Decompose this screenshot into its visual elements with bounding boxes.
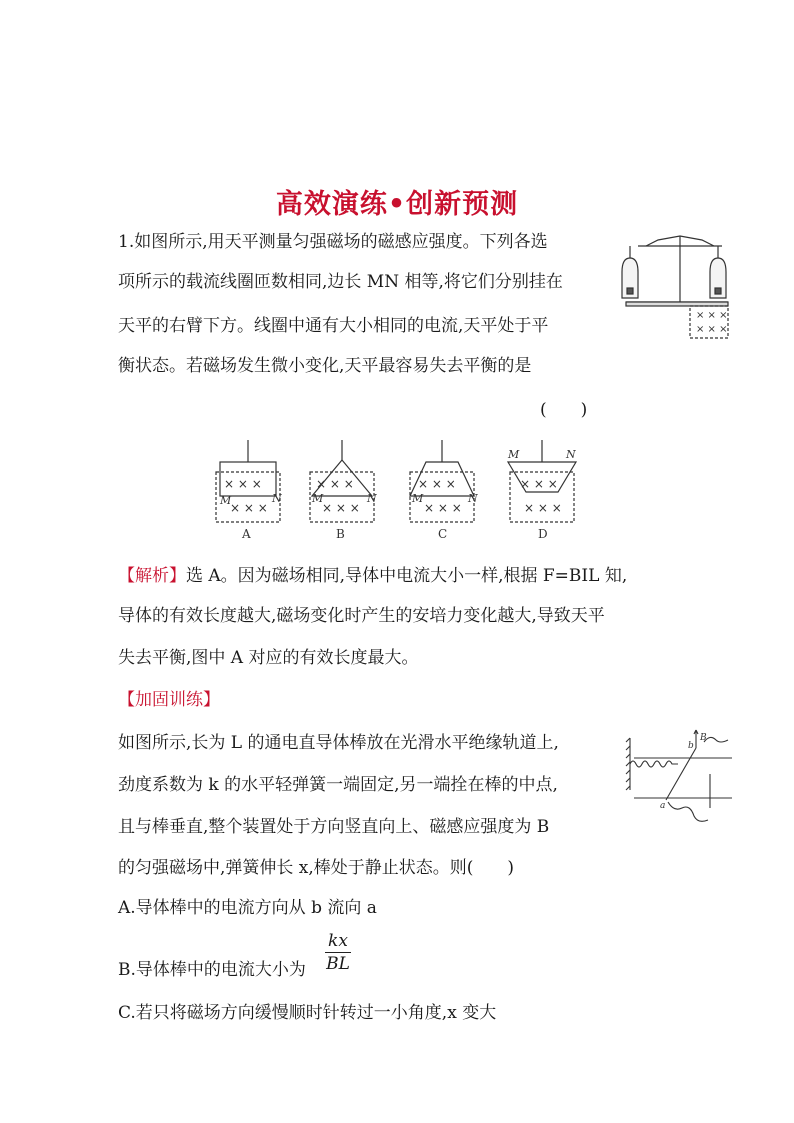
- svg-text:× × ×: × × ×: [322, 501, 360, 515]
- question-1-line-1: 1.如图所示,用天平测量匀强磁场的磁感应强度。下列各选: [118, 232, 548, 252]
- fraction-denominator: BL: [326, 954, 350, 974]
- option-label-B: B: [336, 527, 345, 541]
- label-D-M: M: [508, 448, 520, 461]
- field-label-B: B: [700, 733, 707, 743]
- choice-c: C.若只将磁场方向缓慢顺时针转过一小角度,x 变大: [118, 1003, 497, 1023]
- question-1-line-3: 天平的右臂下方。线圈中通有大小相同的电流,天平处于平: [118, 316, 549, 336]
- balance-cross-row-2: × × ×: [696, 324, 728, 335]
- training-line-4: 的匀强磁场中,弹簧伸长 x,棒处于静止状态。则( ): [118, 858, 515, 878]
- page-title: 高效演练•创新预测: [275, 189, 519, 220]
- label-B-N: N: [367, 492, 377, 505]
- svg-text:× × ×: × × ×: [230, 501, 268, 515]
- option-label-A: A: [242, 527, 251, 541]
- balance-figure: [618, 232, 730, 342]
- label-C-M: M: [412, 492, 424, 505]
- training-line-3: 且与棒垂直,整个装置处于方向竖直向上、磁感应强度为 B: [118, 817, 550, 837]
- training-line-1: 如图所示,长为 L 的通电直导体棒放在光滑水平绝缘轨道上,: [118, 733, 559, 753]
- label-B-M: M: [312, 492, 324, 505]
- option-figures: [212, 436, 584, 544]
- choice-a: A.导体棒中的电流方向从 b 流向 a: [118, 898, 377, 918]
- label-D-N: N: [566, 448, 576, 461]
- analysis-tag: 【解析】: [118, 566, 186, 586]
- answer-bracket: ( ): [540, 400, 588, 420]
- balance-cross-row-1: × × ×: [696, 310, 728, 321]
- rod-label-a: a: [660, 801, 666, 811]
- rod-label-b: b: [688, 741, 694, 751]
- label-A-N: N: [272, 492, 282, 505]
- analysis-text-1: 选 A。因为磁场相同,导体中电流大小一样,根据 F=BIL 知,: [186, 566, 628, 586]
- question-1-line-2: 项所示的载流线圈匝数相同,边长 MN 相等,将它们分别挂在: [118, 272, 563, 292]
- fraction-kx-over-BL: [325, 930, 351, 975]
- fraction-numerator: kx: [325, 930, 351, 953]
- svg-text:× × ×: × × ×: [224, 477, 262, 491]
- training-line-2: 劲度系数为 k 的水平轻弹簧一端固定,另一端拴在棒的中点,: [118, 775, 558, 795]
- question-1-line-4: 衡状态。若磁场发生微小变化,天平最容易失去平衡的是: [118, 356, 532, 376]
- analysis-line-3: 失去平衡,图中 A 对应的有效长度最大。: [118, 648, 419, 668]
- training-tag: 【加固训练】: [118, 690, 220, 710]
- svg-text:× × ×: × × ×: [424, 501, 462, 515]
- choice-b: B.导体棒中的电流大小为: [118, 960, 306, 980]
- svg-text:× × ×: × × ×: [316, 477, 354, 491]
- svg-text:× × ×: × × ×: [520, 477, 558, 491]
- label-C-N: N: [468, 492, 478, 505]
- option-label-C: C: [438, 527, 448, 541]
- rod-spring-figure: [624, 728, 736, 828]
- label-A-M: M: [220, 494, 232, 507]
- option-label-D: D: [538, 527, 548, 541]
- analysis-line-1: [118, 566, 627, 586]
- svg-text:× × ×: × × ×: [418, 477, 456, 491]
- analysis-line-2: 导体的有效长度越大,磁场变化时产生的安培力变化越大,导致天平: [118, 606, 605, 626]
- svg-text:× × ×: × × ×: [524, 501, 562, 515]
